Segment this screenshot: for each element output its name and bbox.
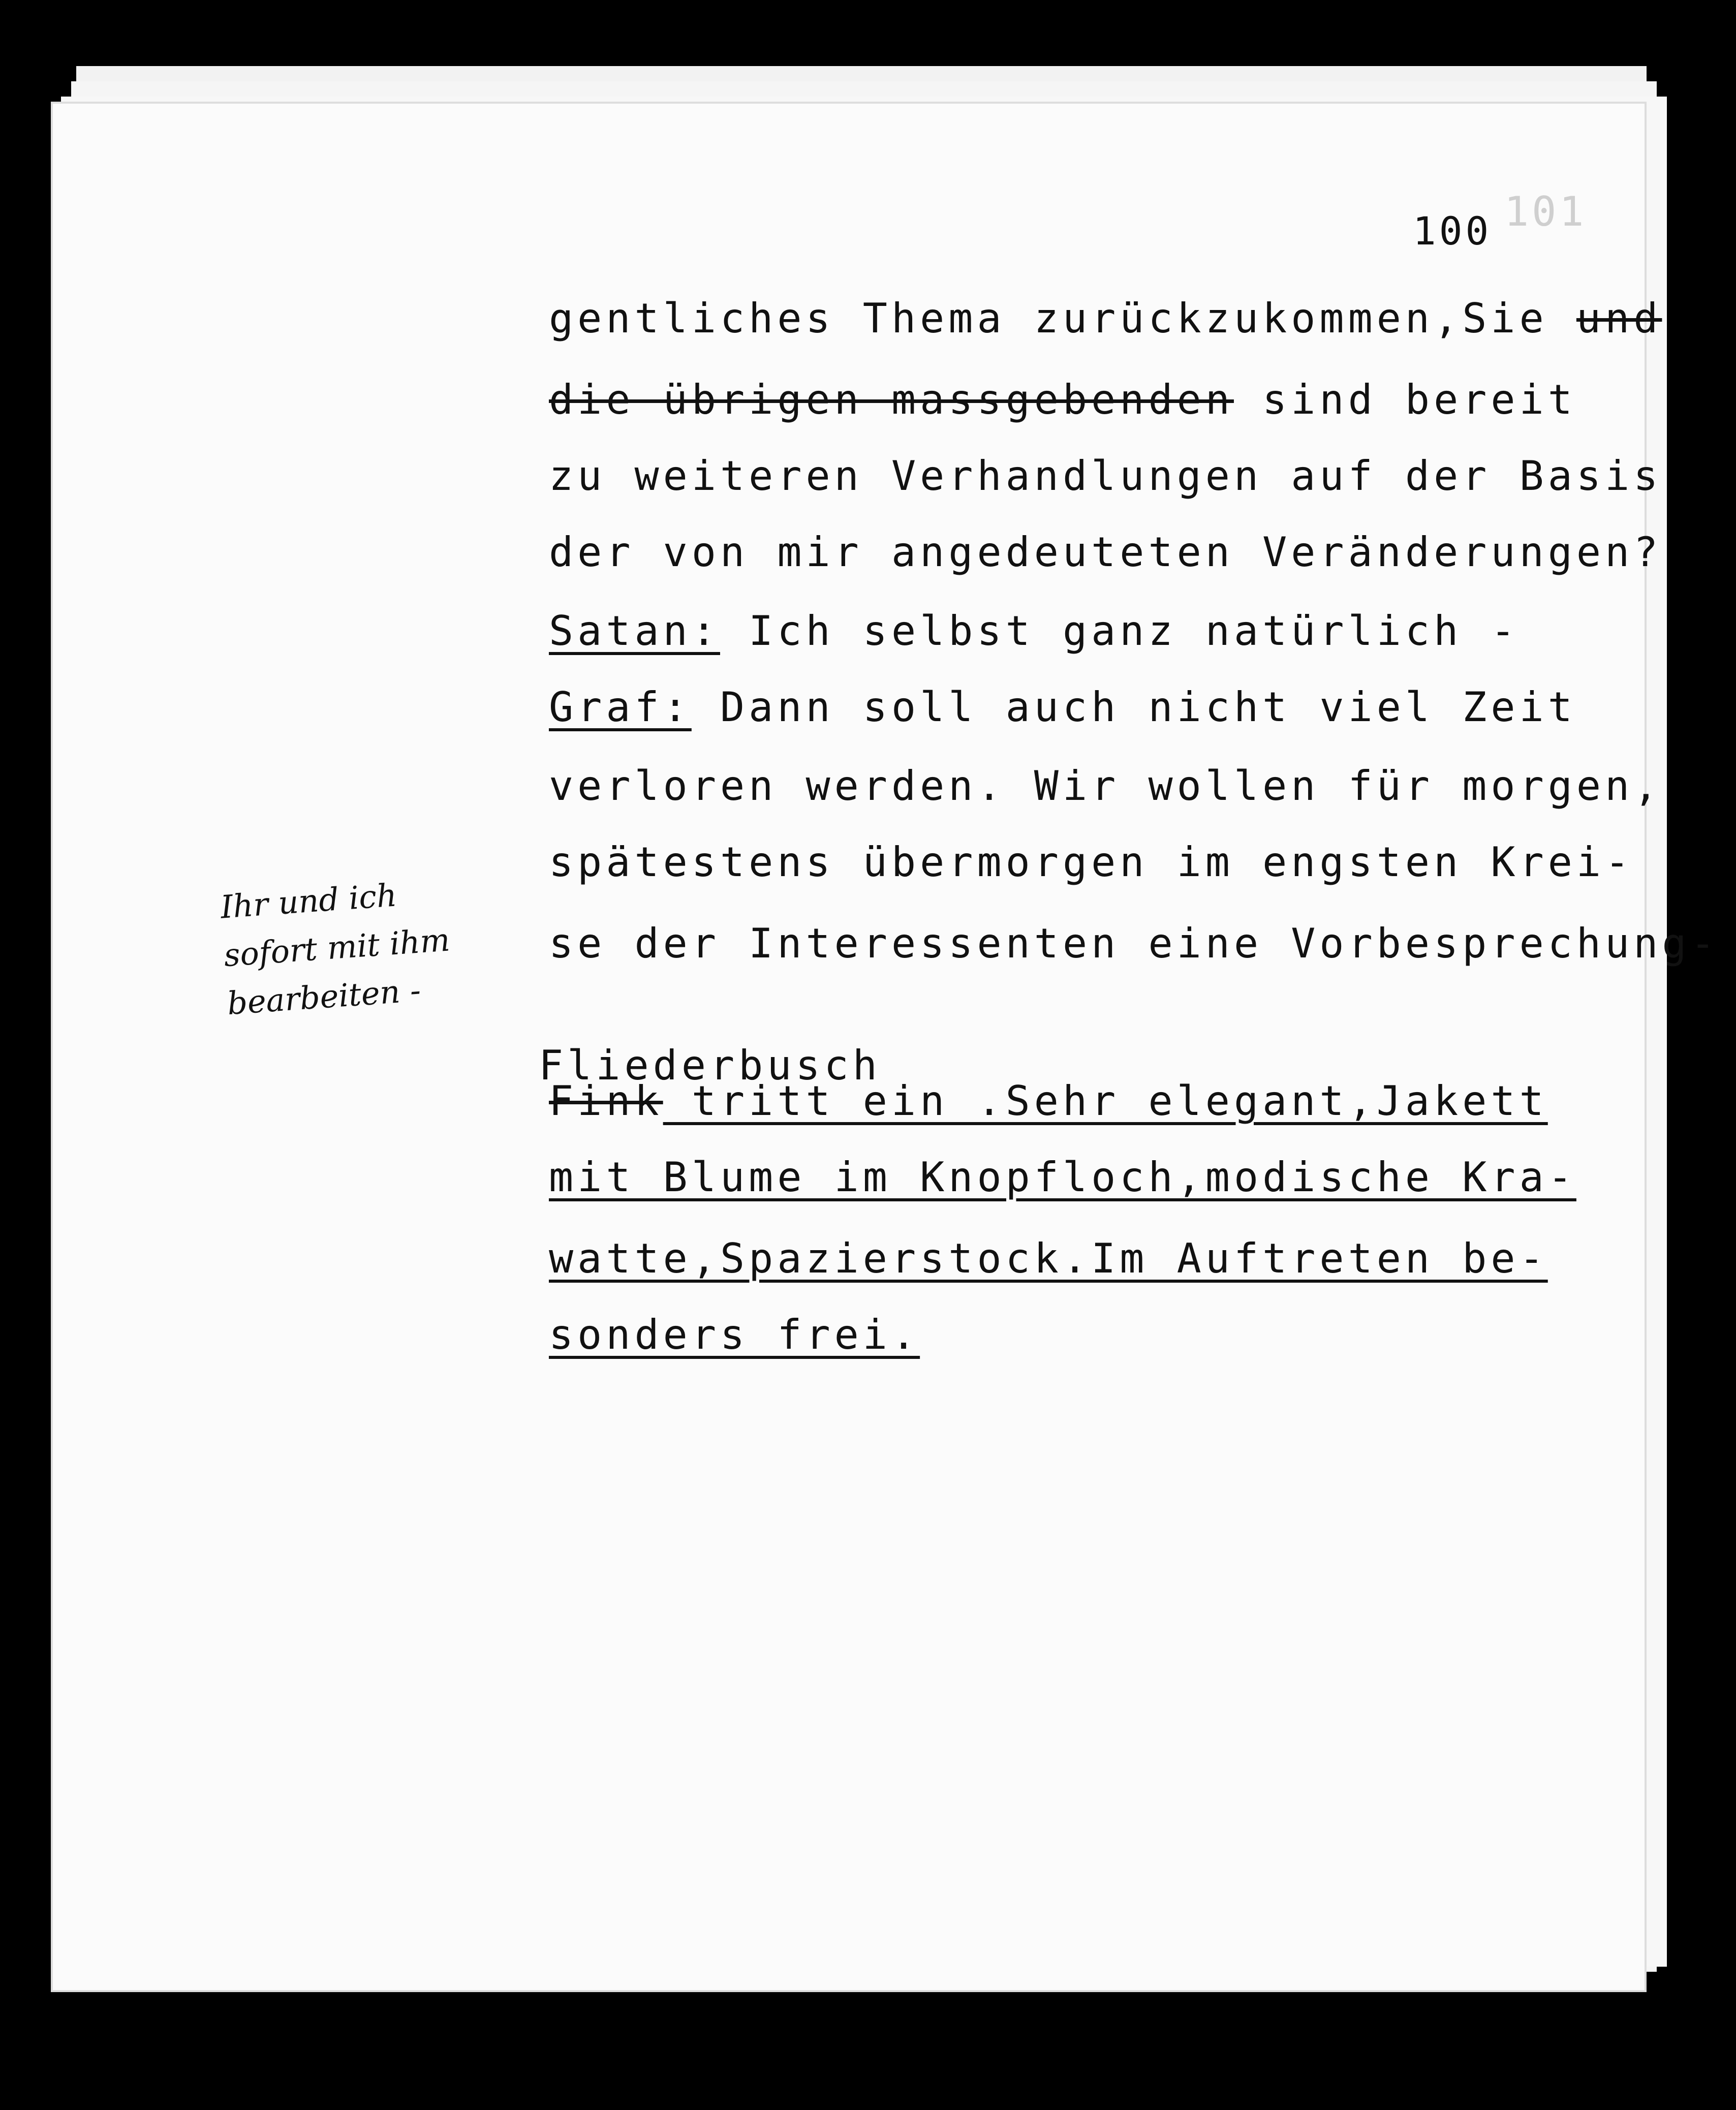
speaker-label: Graf: [549, 684, 692, 731]
speaker-label: Satan: [549, 607, 720, 655]
typescript-line: der von mir angedeuteten Veränderungen? [549, 529, 1662, 576]
next-page-number: 101 [1504, 188, 1587, 235]
typescript-line: gentliches Thema zurückzukommen,Sie und [549, 295, 1662, 342]
page-number: 100 [1413, 208, 1492, 254]
typescript-line: spätestens übermorgen im engsten Krei- [549, 839, 1634, 886]
typescript-line: Fink tritt ein .Sehr elegant,Jakett [549, 1077, 1548, 1125]
handwritten-margin-note: Ihr und ich sofort mit ihm bearbeiten - [219, 876, 451, 1022]
struck-text: und [1576, 295, 1662, 342]
typescript-line: die übrigen massgebenden sind bereit [549, 376, 1576, 423]
typescript-line: zu weiteren Verhandlungen auf der Basis [549, 452, 1662, 500]
handwritten-insertion: Fliederbusch [539, 1042, 881, 1089]
struck-text: Fink [549, 1077, 663, 1125]
typescript-line: verloren werden. Wir wollen für morgen, [549, 762, 1662, 810]
typescript-line: sonders frei. [549, 1311, 920, 1358]
struck-text: die übrigen massgebenden [549, 376, 1234, 423]
typescript-line: watte,Spazierstock.Im Auftreten be- [549, 1235, 1548, 1282]
typescript-line: Graf: Dann soll auch nicht viel Zeit [549, 684, 1576, 731]
typescript-line: Satan: Ich selbst ganz natürlich - [549, 607, 1520, 655]
typescript-line: se der Interessenten eine Vorbesprechung- [549, 920, 1719, 967]
typescript-line: mit Blume im Knopfloch,modische Kra- [549, 1154, 1576, 1201]
